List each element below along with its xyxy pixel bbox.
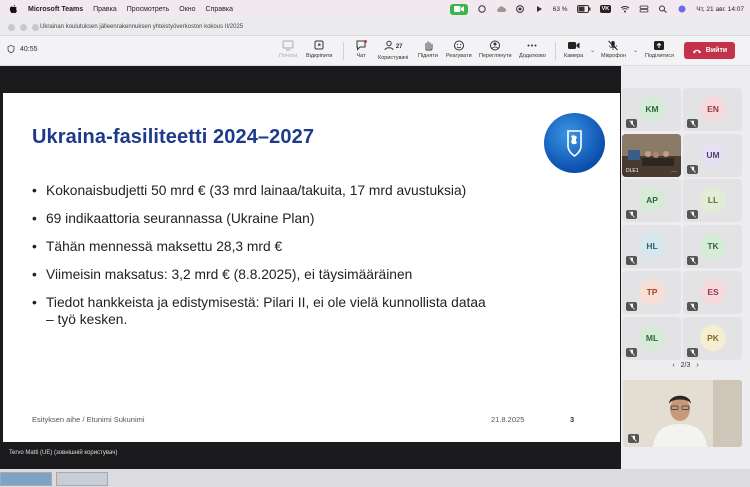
participant-tile[interactable] xyxy=(683,179,742,222)
share-icon xyxy=(653,40,665,51)
participant-count: 27 xyxy=(395,43,403,50)
react-icon xyxy=(453,40,465,51)
participant-tile[interactable] xyxy=(622,225,681,268)
share-label: Поділитися xyxy=(645,53,674,59)
people-button[interactable] xyxy=(378,40,408,61)
people-icon xyxy=(384,40,395,51)
view-icon xyxy=(489,40,501,51)
background-window-strip xyxy=(0,469,750,487)
mic-off-icon xyxy=(687,348,698,357)
zoom-window-button[interactable] xyxy=(32,24,39,31)
unpin-label: Відкріпити xyxy=(306,53,333,59)
bullet-item: • 69 indikaattoria seurannassa (Ukraine Plan) xyxy=(32,210,552,227)
window-titlebar xyxy=(0,18,750,36)
avatar: ML xyxy=(639,325,665,351)
bullet-item: • Viimeisin maksatus: 3,2 mrd € (8.8.2025), ei täysimääräinen xyxy=(32,266,552,283)
unpin-button[interactable] xyxy=(306,40,332,59)
raise-hand-icon xyxy=(422,40,434,51)
avatar: UM xyxy=(700,142,726,168)
mic-off-icon xyxy=(626,210,637,219)
mic-off-icon xyxy=(626,302,637,311)
bullet-item: • Tiedot hankkeista ja edistymisestä: Pilari II, ei ole vielä kunnollista dataa – työ kesken. xyxy=(32,294,492,328)
search-icon[interactable] xyxy=(658,5,668,13)
background-window-thumbnail[interactable] xyxy=(0,472,52,486)
menubar xyxy=(0,0,750,18)
battery-percent: 63 % xyxy=(552,5,568,13)
mic-off-icon xyxy=(626,348,637,357)
slide-page-number: 3 xyxy=(570,415,575,424)
share-button[interactable] xyxy=(645,40,674,59)
avatar: HL xyxy=(639,233,665,259)
meeting-timer xyxy=(7,45,38,53)
camera-icon xyxy=(567,40,580,51)
finnish-emblem-logo xyxy=(544,113,605,173)
participant-tile[interactable] xyxy=(683,317,742,360)
clock[interactable]: Чт, 21 авг. 14:07 xyxy=(696,5,744,13)
self-video-feed xyxy=(623,380,742,447)
lion-emblem-icon xyxy=(544,113,605,173)
avatar: TK xyxy=(700,233,726,259)
slide-footer-date: 21.8.2025 xyxy=(491,415,525,424)
bullet-item: • Kokonaisbudjetti 50 mrd € (33 mrd lainaa/takuita, 17 mrd avustuksia) xyxy=(32,182,552,199)
shield-icon xyxy=(7,45,15,53)
more-label: Додатково xyxy=(519,53,546,59)
avatar: PK xyxy=(700,325,726,351)
unpin-icon xyxy=(313,40,325,51)
toolbar-divider xyxy=(343,42,344,60)
window-controls xyxy=(8,24,39,31)
page-indicator: 2/3 xyxy=(680,362,691,369)
presenter-name-label: Tervo Matti (UE) (зовнішній користувач) xyxy=(9,450,118,456)
hang-up-icon xyxy=(692,48,702,54)
mic-off-icon xyxy=(687,302,698,311)
previous-page-chevron-icon[interactable]: ‹ xyxy=(672,362,675,369)
record-icon[interactable] xyxy=(515,5,525,13)
participant-tile[interactable] xyxy=(622,317,681,360)
leave-button[interactable] xyxy=(684,42,735,59)
menu-item-window[interactable]: Окно xyxy=(179,5,196,13)
participant-tile[interactable] xyxy=(683,225,742,268)
next-page-chevron-icon[interactable]: › xyxy=(696,362,699,369)
menu-item-view[interactable]: Просмотреть xyxy=(126,5,170,13)
camera-button[interactable] xyxy=(564,40,583,59)
mic-off-icon xyxy=(626,119,637,128)
chat-label: Чат xyxy=(356,53,366,59)
minimize-window-button[interactable] xyxy=(20,24,27,31)
mic-off-icon xyxy=(607,40,619,51)
microphone-options-chevron-icon[interactable]: ⌄ xyxy=(633,48,639,54)
mic-off-icon xyxy=(626,256,637,265)
participant-tile[interactable] xyxy=(683,134,742,177)
chat-button[interactable] xyxy=(355,40,367,59)
play-icon[interactable] xyxy=(534,5,544,13)
siri-icon[interactable] xyxy=(677,5,687,13)
tile-more-icon[interactable]: ··· xyxy=(671,169,677,175)
menu-app-name[interactable]: Microsoft Teams xyxy=(28,5,84,13)
participant-tile[interactable] xyxy=(683,88,742,131)
window-title: Ukrainan koulutuksen jälleenrakennuksen yhteistyöverkoston kokous II/2025 xyxy=(40,23,244,30)
mic-off-icon xyxy=(628,434,639,443)
participant-tile[interactable] xyxy=(622,179,681,222)
camera-label: Камера xyxy=(564,53,584,59)
menu-item-help[interactable]: Справка xyxy=(205,5,233,13)
avatar: ES xyxy=(700,279,726,305)
more-icon xyxy=(526,40,538,51)
participant-tile[interactable] xyxy=(683,271,742,314)
participant-tile[interactable] xyxy=(622,271,681,314)
people-label: Користувачі xyxy=(378,55,409,61)
gallery-pager xyxy=(621,362,750,369)
menu-item-edit[interactable]: Правка xyxy=(93,5,117,13)
mic-off-icon xyxy=(687,119,698,128)
raise-hand-button[interactable] xyxy=(418,40,438,59)
avatar: KM xyxy=(639,96,665,122)
bullet-item: • Tähän mennessä maksettu 28,3 mrd € xyxy=(32,238,552,255)
start-label: Почати xyxy=(279,53,298,59)
microphone-label: Мікрофон xyxy=(601,53,626,59)
avatar: LL xyxy=(700,187,726,213)
keyboard-layout-badge[interactable]: VK xyxy=(601,6,610,12)
react-label: Реагувати xyxy=(446,53,472,59)
start-icon xyxy=(282,40,294,51)
wifi-icon[interactable] xyxy=(620,5,630,13)
view-button[interactable] xyxy=(479,40,512,59)
slide-footer-text: Esityksen aihe / Etunimi Sukunimi xyxy=(32,415,145,424)
status-icon[interactable] xyxy=(477,5,487,13)
shared-screen-stage xyxy=(0,66,621,469)
video-tile-label: DLE1 xyxy=(626,168,639,174)
mic-off-icon xyxy=(687,256,698,265)
camera-options-chevron-icon[interactable]: ⌄ xyxy=(590,48,596,54)
background-window-thumbnail[interactable] xyxy=(56,472,108,486)
start-button[interactable] xyxy=(279,40,297,59)
battery-icon[interactable] xyxy=(577,5,591,13)
avatar: AP xyxy=(639,187,665,213)
raise-hand-label: Підняти xyxy=(418,53,438,59)
timer-text: 40:55 xyxy=(20,45,38,53)
control-center-icon[interactable] xyxy=(639,5,649,13)
participant-video-tile[interactable] xyxy=(622,134,681,177)
close-window-button[interactable] xyxy=(8,24,15,31)
toolbar-divider xyxy=(555,42,556,60)
self-video-preview[interactable] xyxy=(623,380,742,447)
microphone-button[interactable] xyxy=(601,40,626,59)
slide-title: Ukraina-fasiliteetti 2024–2027 xyxy=(32,126,315,148)
meeting-toolbar xyxy=(0,36,750,66)
participants-gallery xyxy=(621,66,750,469)
view-label: Переглянути xyxy=(479,53,512,59)
cloud-icon[interactable] xyxy=(496,5,506,13)
presentation-slide xyxy=(3,93,620,442)
more-button[interactable] xyxy=(519,40,546,59)
avatar: TP xyxy=(639,279,665,305)
leave-label: Вийти xyxy=(705,47,728,54)
slide-bullet-list xyxy=(32,182,552,339)
participant-tile[interactable] xyxy=(622,88,681,131)
camera-in-use-icon[interactable] xyxy=(450,4,468,15)
avatar: EN xyxy=(700,96,726,122)
mic-off-icon xyxy=(687,210,698,219)
mic-off-icon xyxy=(687,165,698,174)
chat-icon xyxy=(355,40,367,51)
apple-icon[interactable] xyxy=(9,4,18,14)
react-button[interactable] xyxy=(446,40,472,59)
